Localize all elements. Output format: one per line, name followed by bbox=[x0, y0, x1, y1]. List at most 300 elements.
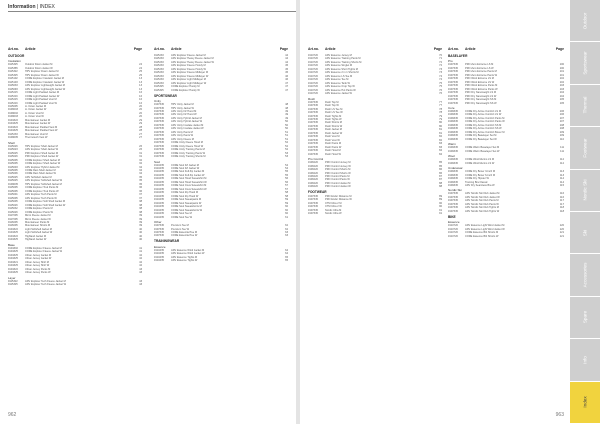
page-ref: 65 bbox=[285, 255, 288, 259]
page-ref: 45 bbox=[285, 67, 288, 71]
art-no: 1910720 bbox=[308, 74, 318, 78]
page-ref: 49 bbox=[285, 109, 288, 113]
art-no: 1907345 bbox=[308, 142, 318, 146]
page-ref: 59 bbox=[285, 198, 288, 202]
art-no: 1906220 bbox=[308, 185, 318, 189]
page-ref: 47 bbox=[285, 81, 288, 85]
category-title: Layer bbox=[8, 275, 16, 280]
article-name: Premium Tee W bbox=[171, 227, 190, 231]
art-no: 1910720 bbox=[308, 88, 318, 92]
index-row bbox=[448, 210, 564, 213]
index-column-3 bbox=[308, 46, 442, 216]
col-header-page: Page bbox=[433, 47, 442, 51]
page-ref: 47 bbox=[285, 88, 288, 92]
page-ref: 101 bbox=[559, 73, 564, 77]
tab-label: Outdoor bbox=[582, 12, 588, 29]
page-ref: 13 bbox=[139, 84, 142, 88]
article-name: CORE Essential Tee M bbox=[171, 230, 197, 234]
page-ref: 104 bbox=[559, 91, 564, 95]
article-name: CORE Explorer Insulator Jacket M bbox=[25, 77, 64, 81]
art-no: 9115001 bbox=[8, 193, 18, 197]
page-ref: 75 bbox=[439, 81, 442, 85]
article-name: CORE Soul Zip Hood M bbox=[171, 191, 199, 195]
article-name: CORE Light Padded Jacket W bbox=[25, 94, 60, 98]
page-ref: 57 bbox=[285, 187, 288, 191]
index-row bbox=[448, 102, 564, 105]
article-name: ADV Explorer Fleece Jacket M bbox=[171, 54, 206, 57]
page-ref: 77 bbox=[439, 104, 442, 108]
article-name: ADV Nordic Ski Club Jacket W bbox=[465, 195, 500, 199]
page-ref: 74 bbox=[439, 78, 442, 82]
article-name: Rush Shorts W bbox=[325, 124, 343, 128]
art-no: 1910720 bbox=[448, 227, 458, 231]
page-ref: 53 bbox=[285, 155, 288, 159]
art-no: 1907345 bbox=[308, 149, 318, 153]
article-name: ADV Nordic Ski Club Pants M bbox=[465, 199, 499, 203]
tab-thermal[interactable] bbox=[570, 85, 600, 127]
art-no: 9115025 bbox=[8, 151, 18, 155]
page-ref: 63 bbox=[285, 230, 288, 234]
article-name: CORE Dry Active Comfort SS W bbox=[465, 127, 502, 131]
page-ref: 75 bbox=[439, 85, 442, 89]
art-no: 9115233 bbox=[154, 71, 164, 75]
page-ref: 36 bbox=[139, 186, 142, 190]
art-no: 1909345 bbox=[448, 113, 458, 117]
art-no: 1907345 bbox=[448, 84, 458, 88]
art-no: 1910435 bbox=[154, 205, 164, 209]
article-name: Rush Vest M bbox=[325, 135, 340, 139]
page-ref: 53 bbox=[285, 151, 288, 155]
page-ref: 120 bbox=[559, 224, 564, 228]
article-name: CORE Unity Training Shorts M bbox=[171, 155, 206, 159]
art-no: 1907345 bbox=[308, 107, 318, 111]
article-name: PRO Dry Nanoweight SS M bbox=[465, 98, 497, 102]
art-no: 1907345 bbox=[448, 91, 458, 95]
article-name: CORE Dry Active Comfort LS M bbox=[465, 110, 501, 114]
article-name: Urban Jersey Pants M bbox=[25, 267, 51, 271]
art-no: 1906220 bbox=[308, 161, 318, 165]
article-name: CORE Explorer Shell Jacket M bbox=[25, 158, 60, 162]
art-no: 9115093 bbox=[8, 87, 18, 91]
art-no: 1907345 bbox=[154, 230, 164, 234]
art-no: 1909345 bbox=[448, 127, 458, 131]
art-no: 9104322 bbox=[8, 227, 18, 231]
page-ref: 46 bbox=[285, 78, 288, 82]
article-name: CORE Essential Tee W bbox=[171, 234, 198, 238]
art-no: 1909345 bbox=[448, 120, 458, 124]
art-no: 1907345 bbox=[154, 148, 164, 152]
article-name: HPV Unity Jacket W bbox=[171, 106, 194, 110]
page-ref: 100 bbox=[559, 63, 564, 67]
page-ref: 31 bbox=[139, 155, 142, 159]
page-ref: 58 bbox=[285, 191, 288, 195]
article-name: CORE Soul Sweatshorts M bbox=[171, 205, 202, 209]
article-name: PRO Endur Distance M bbox=[325, 194, 352, 198]
section-tabs bbox=[570, 0, 600, 424]
page-ref: 56 bbox=[285, 177, 288, 181]
art-no: 1907345 bbox=[308, 194, 318, 198]
article-name: ADV Unity Pants M bbox=[171, 130, 193, 134]
art-no: 9115023 bbox=[8, 148, 18, 152]
art-no: 1907345 bbox=[154, 123, 164, 127]
article-name: ADV Explorer Tech Fleece Jacket M bbox=[25, 279, 66, 283]
article-name: Rush Jacket W bbox=[325, 131, 343, 135]
article-name: HPV Explorer Down Jacket M bbox=[25, 70, 59, 74]
article-name: PRO Wool Extreme Pants W bbox=[465, 87, 498, 91]
article-name: CORE Dry Active Comfort SS M bbox=[465, 123, 502, 127]
page-ref: 60 bbox=[285, 208, 288, 212]
page-ref: 45 bbox=[285, 71, 288, 75]
article-name: CORE Wool Merino LS M bbox=[465, 158, 494, 162]
art-no: 1907345 bbox=[448, 73, 458, 77]
article-name: HPV Explorer Softshell Jacket M bbox=[25, 182, 62, 186]
page-ref: 112 bbox=[559, 158, 564, 162]
page-ref: 48 bbox=[285, 103, 288, 107]
page-ref: 101 bbox=[559, 70, 564, 74]
art-no: 1910435 bbox=[154, 248, 164, 252]
page-ref: 63 bbox=[285, 234, 288, 238]
art-no: 9104322 bbox=[8, 118, 18, 122]
page-ref: 106 bbox=[559, 110, 564, 114]
index-row bbox=[154, 89, 288, 92]
article-name: CORE Essence Bib Shorts W bbox=[465, 234, 499, 238]
page-ref: 102 bbox=[559, 77, 564, 81]
art-no: 1907345 bbox=[448, 199, 458, 203]
art-no: 1910435 bbox=[154, 255, 164, 259]
tab-outdoor[interactable] bbox=[570, 0, 600, 42]
art-no: 1907345 bbox=[154, 109, 164, 113]
art-no: 9115005 bbox=[8, 186, 18, 190]
article-name: Urban Jersey Shirt W bbox=[25, 264, 50, 268]
tab-label: Ski bbox=[582, 229, 588, 236]
art-no: 9115325 bbox=[8, 73, 18, 77]
column-header bbox=[448, 46, 564, 52]
article-name: ADV Unity Insulate Jacket W bbox=[171, 127, 204, 131]
index-row bbox=[308, 153, 442, 156]
page-ref: 118 bbox=[559, 206, 564, 210]
page-ref: 37 bbox=[139, 193, 142, 197]
art-no: 1910720 bbox=[308, 71, 318, 75]
article-name: CORE Explorer Soft Shell Jacket W bbox=[25, 203, 66, 207]
art-no: 1909345 bbox=[448, 180, 458, 184]
col-header-art-no: Art.no. bbox=[154, 47, 165, 51]
article-name: CORE Soul FZ Jacket M bbox=[171, 163, 199, 167]
art-no: 9115005 bbox=[8, 196, 18, 200]
page-ref: 51 bbox=[285, 137, 288, 141]
page-ref: 61 bbox=[285, 215, 288, 219]
page-ref: 109 bbox=[559, 130, 564, 134]
index-rows bbox=[448, 54, 564, 238]
article-name: CORE Soul Zip Hood W bbox=[171, 194, 199, 198]
article-name: ADV Explorer Fleece Midlayer M bbox=[171, 71, 208, 75]
left-page bbox=[0, 0, 296, 424]
art-no: 1907345 bbox=[308, 117, 318, 121]
art-no: 1910435 bbox=[154, 173, 164, 177]
tab-sportswear[interactable] bbox=[570, 42, 600, 84]
art-no: 1907345 bbox=[308, 205, 318, 209]
page-ref: 51 bbox=[285, 130, 288, 134]
article-name: CORE Unity Training Pants M bbox=[171, 148, 205, 152]
article-name: PRO Zero Extreme LS M bbox=[465, 63, 494, 67]
article-name: ADV Unity Hybrid Jacket M bbox=[171, 116, 202, 120]
category-title: Other bbox=[154, 220, 162, 225]
art-no: 9115033 bbox=[8, 84, 18, 88]
article-name: PRO Zero Extreme LS W bbox=[465, 66, 494, 70]
page-ref: 89 bbox=[439, 198, 442, 202]
article-name: Rush Shorts M bbox=[325, 121, 342, 125]
article-name: ADV Explorer Tech Fleece Jacket W bbox=[25, 283, 67, 287]
tab-label: Info bbox=[582, 356, 588, 364]
page-ref: 43 bbox=[139, 283, 142, 287]
article-name: ADV Essence LS Tee M bbox=[325, 74, 353, 78]
art-no: 9104322 bbox=[8, 125, 18, 129]
article-name: ADV Nordic Ski Club Tights M bbox=[465, 206, 499, 210]
page-ref: 35 bbox=[139, 175, 142, 179]
art-no: 9115102 bbox=[8, 77, 18, 81]
article-name: CORE Soul Crew Sweatshirt M bbox=[171, 184, 207, 188]
art-no: 9104322 bbox=[8, 234, 18, 238]
page-ref: 88 bbox=[439, 185, 442, 189]
page-ref: 39 bbox=[139, 214, 142, 218]
article-name: ADV Unity Fleece M bbox=[171, 137, 194, 141]
tab-label: Accessories bbox=[582, 262, 588, 288]
page-ref: 107 bbox=[559, 120, 564, 124]
art-no: 1907345 bbox=[308, 135, 318, 139]
art-no: 9104325 bbox=[8, 238, 18, 242]
article-name: CORE Explorer Fleece Jacket W bbox=[25, 250, 63, 254]
page-ref: 49 bbox=[285, 116, 288, 120]
art-no: 1910720 bbox=[308, 67, 318, 71]
art-no: 1907345 bbox=[448, 209, 458, 213]
page-ref: 77 bbox=[439, 100, 442, 104]
tab-accessories[interactable] bbox=[570, 254, 600, 296]
article-name: PRO Control Jacket W bbox=[325, 185, 351, 189]
article-name: ADV Dry Seamless Bra W bbox=[465, 183, 495, 187]
art-no: 1907345 bbox=[308, 208, 318, 212]
art-no: 1907345 bbox=[154, 127, 164, 131]
article-name: PRO Explorer Shell Jacket M bbox=[25, 151, 58, 155]
art-no: 9115025 bbox=[8, 179, 18, 183]
art-no: 9109005 bbox=[8, 136, 18, 140]
art-no: 1907345 bbox=[448, 94, 458, 98]
page-ref: 86 bbox=[439, 171, 442, 175]
page-ref: 51 bbox=[285, 134, 288, 138]
art-no: 9117005 bbox=[8, 214, 18, 218]
page-ref: 36 bbox=[139, 189, 142, 193]
art-no: 9115233 bbox=[154, 54, 164, 57]
art-no: 9115233 bbox=[8, 132, 18, 136]
page-ref: 52 bbox=[285, 144, 288, 148]
art-no: 1910435 bbox=[154, 212, 164, 216]
page-ref: 90 bbox=[439, 201, 442, 205]
page-ref: 32 bbox=[139, 158, 142, 162]
tab-info[interactable] bbox=[570, 339, 600, 381]
article-name: Lt. Down Jacket W bbox=[25, 108, 47, 112]
article-name: Urban Jersey Shirt M bbox=[25, 260, 49, 264]
article-name: CORE Light Padded Vest M bbox=[25, 98, 57, 102]
tab-nordic-ski[interactable] bbox=[570, 170, 600, 212]
art-no: 1907345 bbox=[448, 80, 458, 84]
article-name: ADV Explorer Lightweight Jacket M bbox=[25, 84, 65, 88]
col-header-article: Article bbox=[171, 47, 182, 51]
article-name: Outdoor Down Jacket W bbox=[25, 66, 53, 70]
article-name: PRO Endur Distance W bbox=[325, 198, 352, 202]
art-no: 9104325 bbox=[8, 257, 18, 261]
page-ref: 27 bbox=[139, 136, 142, 140]
page-ref: 73 bbox=[439, 71, 442, 75]
category-title: Shell bbox=[8, 140, 15, 145]
page-number-left: 962 bbox=[8, 412, 17, 418]
index-row bbox=[448, 184, 564, 187]
art-no: 9115103 bbox=[8, 80, 18, 84]
page-ref: 118 bbox=[559, 209, 564, 213]
article-name: PRO Control Jersey W bbox=[325, 164, 351, 168]
page-ref: 39 bbox=[139, 221, 142, 225]
article-name: Mountaineer Pants M bbox=[25, 221, 50, 225]
art-no: 9115325 bbox=[154, 85, 164, 89]
index-row bbox=[308, 185, 442, 188]
article-name: ADV Explorer Lightweight Jacket W bbox=[25, 87, 66, 91]
page-ref: 39 bbox=[139, 217, 142, 221]
page-ref: 58 bbox=[285, 194, 288, 198]
page-ref: 117 bbox=[559, 199, 564, 203]
art-no: 9115026 bbox=[8, 144, 18, 148]
page-ref: 115 bbox=[559, 183, 564, 187]
art-no: 1906220 bbox=[308, 181, 318, 185]
article-name: Mountaineer Jacket M bbox=[25, 118, 51, 122]
article-name: CORE Soul Sweatpants M bbox=[171, 198, 202, 202]
page-ref: 111 bbox=[560, 149, 564, 153]
page-ref: 16 bbox=[139, 98, 142, 102]
art-no: 9115006 bbox=[8, 172, 18, 176]
section-title: FOOTWEAR bbox=[308, 190, 327, 195]
page-ref: 52 bbox=[285, 148, 288, 152]
art-no: 1907345 bbox=[308, 114, 318, 118]
article-name: PRO Zero Extreme Pants W bbox=[465, 73, 497, 77]
article-name: ADV Unity FZ Hood W bbox=[171, 113, 197, 117]
art-no: 1910720 bbox=[308, 54, 318, 57]
art-no: 1907345 bbox=[448, 195, 458, 199]
article-name: PRO Dry Nanoweight SS W bbox=[465, 101, 497, 105]
article-name: PRO Wool Extreme LS M bbox=[465, 77, 494, 81]
page-ref: 38 bbox=[139, 203, 142, 207]
art-no: 1907345 bbox=[154, 151, 164, 155]
art-no: 9115026 bbox=[8, 203, 18, 207]
art-no: 1906220 bbox=[308, 178, 318, 182]
art-no: 9115032 bbox=[8, 207, 18, 211]
article-name: Rush Hood M bbox=[325, 149, 341, 153]
article-name: ADV Unity FZ Hood M bbox=[171, 109, 197, 113]
page-ref: 55 bbox=[285, 170, 288, 174]
article-name: Premium Tee M bbox=[171, 224, 189, 228]
art-no: 9104321 bbox=[8, 260, 18, 264]
page-ref: 47 bbox=[285, 85, 288, 89]
art-no: 1910435 bbox=[154, 208, 164, 212]
art-no: 1909345 bbox=[448, 130, 458, 134]
art-no: 9104322 bbox=[8, 267, 18, 271]
art-no: 1909345 bbox=[448, 110, 458, 114]
art-no: 1910435 bbox=[154, 167, 164, 171]
art-no: 1906220 bbox=[308, 175, 318, 178]
art-no: 9115005 bbox=[8, 168, 18, 172]
article-name: ADV Explorer Light Midlayer W bbox=[171, 81, 207, 85]
art-no: 1909345 bbox=[448, 149, 458, 153]
page-ref: 76 bbox=[439, 88, 442, 92]
art-no: 1910435 bbox=[154, 170, 164, 174]
index-row bbox=[448, 138, 564, 141]
article-name: PRO Control Pants W bbox=[325, 178, 350, 182]
page-ref: 78 bbox=[439, 107, 442, 111]
art-no: 1910720 bbox=[308, 92, 318, 96]
page-ref: 83 bbox=[439, 142, 442, 146]
tab-ski[interactable] bbox=[570, 212, 600, 254]
article-name: CORE Light Padded Jacket M bbox=[25, 91, 59, 95]
art-no: 9115215 bbox=[8, 98, 18, 102]
page-ref: 105 bbox=[559, 98, 564, 102]
art-no: 9104325 bbox=[8, 122, 18, 126]
section-title: BASELAYER bbox=[448, 54, 468, 58]
article-name: Micro Fleece Jacket W bbox=[25, 217, 51, 221]
page-ref: 109 bbox=[559, 134, 564, 138]
article-name: PRO Control Jersey M bbox=[325, 161, 351, 165]
article-name: Nordic Ultra W bbox=[325, 212, 342, 216]
tab-index[interactable] bbox=[570, 382, 600, 424]
page-ref: 54 bbox=[285, 163, 288, 167]
col-header-art-no: Art.no. bbox=[308, 47, 319, 51]
art-no: 1907345 bbox=[308, 124, 318, 128]
page-ref: 35 bbox=[139, 182, 142, 186]
tab-spare[interactable] bbox=[570, 297, 600, 339]
article-name: ADV Essence Jacket W bbox=[325, 92, 352, 96]
article-name: ADV Explorer Light Midlayer M bbox=[171, 78, 206, 82]
category-title: Base bbox=[8, 242, 15, 247]
article-name: CORE Dry Boxer 3-Inch M bbox=[465, 170, 496, 174]
page-ref: 20 bbox=[139, 111, 142, 115]
art-no: 9115322 bbox=[8, 70, 18, 74]
article-name: CORE Dry Active Comfort Boxer M bbox=[465, 130, 505, 134]
article-name: Rush Jacket M bbox=[325, 128, 342, 132]
page-ref: 28 bbox=[139, 125, 142, 129]
article-name: CORE Unity Training Pants W bbox=[171, 151, 205, 155]
category-title: Core bbox=[448, 106, 455, 111]
page-ref: 50 bbox=[285, 120, 288, 124]
art-no: 1907345 bbox=[448, 66, 458, 70]
article-name: ADV Explorer Heavy Fleece Jacket W bbox=[171, 60, 214, 64]
art-no: 1907345 bbox=[308, 145, 318, 149]
page-ref: 64 bbox=[285, 252, 288, 256]
article-name: ADV Unity Insulate Jacket M bbox=[171, 123, 204, 127]
article-name: HPV Explorer Down Jacket W bbox=[25, 73, 59, 77]
page-ref: 121 bbox=[559, 231, 564, 235]
page-ref: 82 bbox=[439, 135, 442, 139]
art-no: 1910720 bbox=[308, 64, 318, 68]
article-name: ADV Essence Wind Jacket M bbox=[171, 248, 205, 252]
category-title: Warm bbox=[448, 142, 456, 147]
art-no: 1910720 bbox=[308, 81, 318, 85]
art-no: 1910435 bbox=[154, 259, 164, 263]
tab-label: Thermal bbox=[582, 97, 588, 114]
tab-footwear[interactable] bbox=[570, 127, 600, 169]
art-no: 9115233 bbox=[154, 64, 164, 68]
article-name: CORE Wool Merino LS W bbox=[465, 161, 495, 165]
page-ref: 26 bbox=[139, 148, 142, 152]
page-ref: 49 bbox=[285, 113, 288, 117]
art-no: 9104302 bbox=[8, 246, 18, 250]
art-no: 9115325 bbox=[154, 88, 164, 92]
page-ref: 34 bbox=[139, 172, 142, 176]
article-name: Rush Top W bbox=[325, 104, 339, 108]
col-header-page: Page bbox=[133, 47, 142, 51]
